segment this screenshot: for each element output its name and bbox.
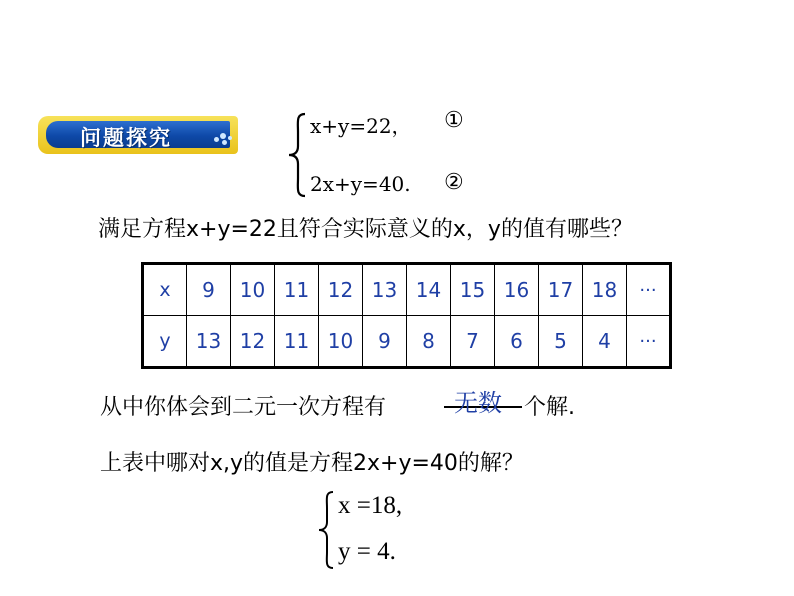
solutions-table (141, 262, 672, 369)
x-value: 11 (275, 264, 319, 316)
x-value: 10 (231, 264, 275, 316)
y-value: 10 (319, 316, 363, 368)
y-label: y (143, 316, 187, 368)
x-value: 12 (319, 264, 363, 316)
equation-2: 2x+y=40. (310, 172, 411, 196)
y-ellipsis: ··· (627, 316, 671, 368)
equation-2-marker: ② (444, 170, 464, 195)
question-1: 满足方程x+y=22且符合实际意义的x，y的值有哪些？ (98, 217, 633, 242)
answer-text: 无数 (454, 389, 502, 417)
section-banner (38, 116, 238, 154)
x-value: 9 (187, 264, 231, 316)
y-value: 9 (363, 316, 407, 368)
table-row-y (143, 316, 671, 368)
x-value: 16 (495, 264, 539, 316)
y-value: 13 (187, 316, 231, 368)
section-banner-inner (46, 121, 230, 148)
left-brace-icon (316, 490, 336, 570)
x-value: 15 (451, 264, 495, 316)
table-row-x (143, 264, 671, 316)
y-value: 6 (495, 316, 539, 368)
x-ellipsis: ··· (627, 264, 671, 316)
x-value: 18 (583, 264, 627, 316)
solution-y: y = 4. (338, 538, 396, 565)
y-value: 5 (539, 316, 583, 368)
solution-x: x =18, (338, 492, 403, 519)
y-value: 7 (451, 316, 495, 368)
y-value: 11 (275, 316, 319, 368)
x-value: 17 (539, 264, 583, 316)
section-banner-label: 问题探究 (80, 126, 172, 150)
x-label: x (143, 264, 187, 316)
x-value: 13 (363, 264, 407, 316)
y-value: 8 (407, 316, 451, 368)
statement-before: 从中你体会到二元一次方程有 (100, 395, 387, 420)
left-brace-icon (286, 112, 308, 198)
x-value: 14 (407, 264, 451, 316)
equation-1: x+y=22， (310, 114, 412, 138)
equation-1-marker: ① (444, 108, 464, 133)
statement-after: 个解. (524, 395, 575, 420)
question-2: 上表中哪对x,y的值是方程2x+y=40的解？ (100, 451, 524, 476)
y-value: 4 (583, 316, 627, 368)
y-value: 12 (231, 316, 275, 368)
